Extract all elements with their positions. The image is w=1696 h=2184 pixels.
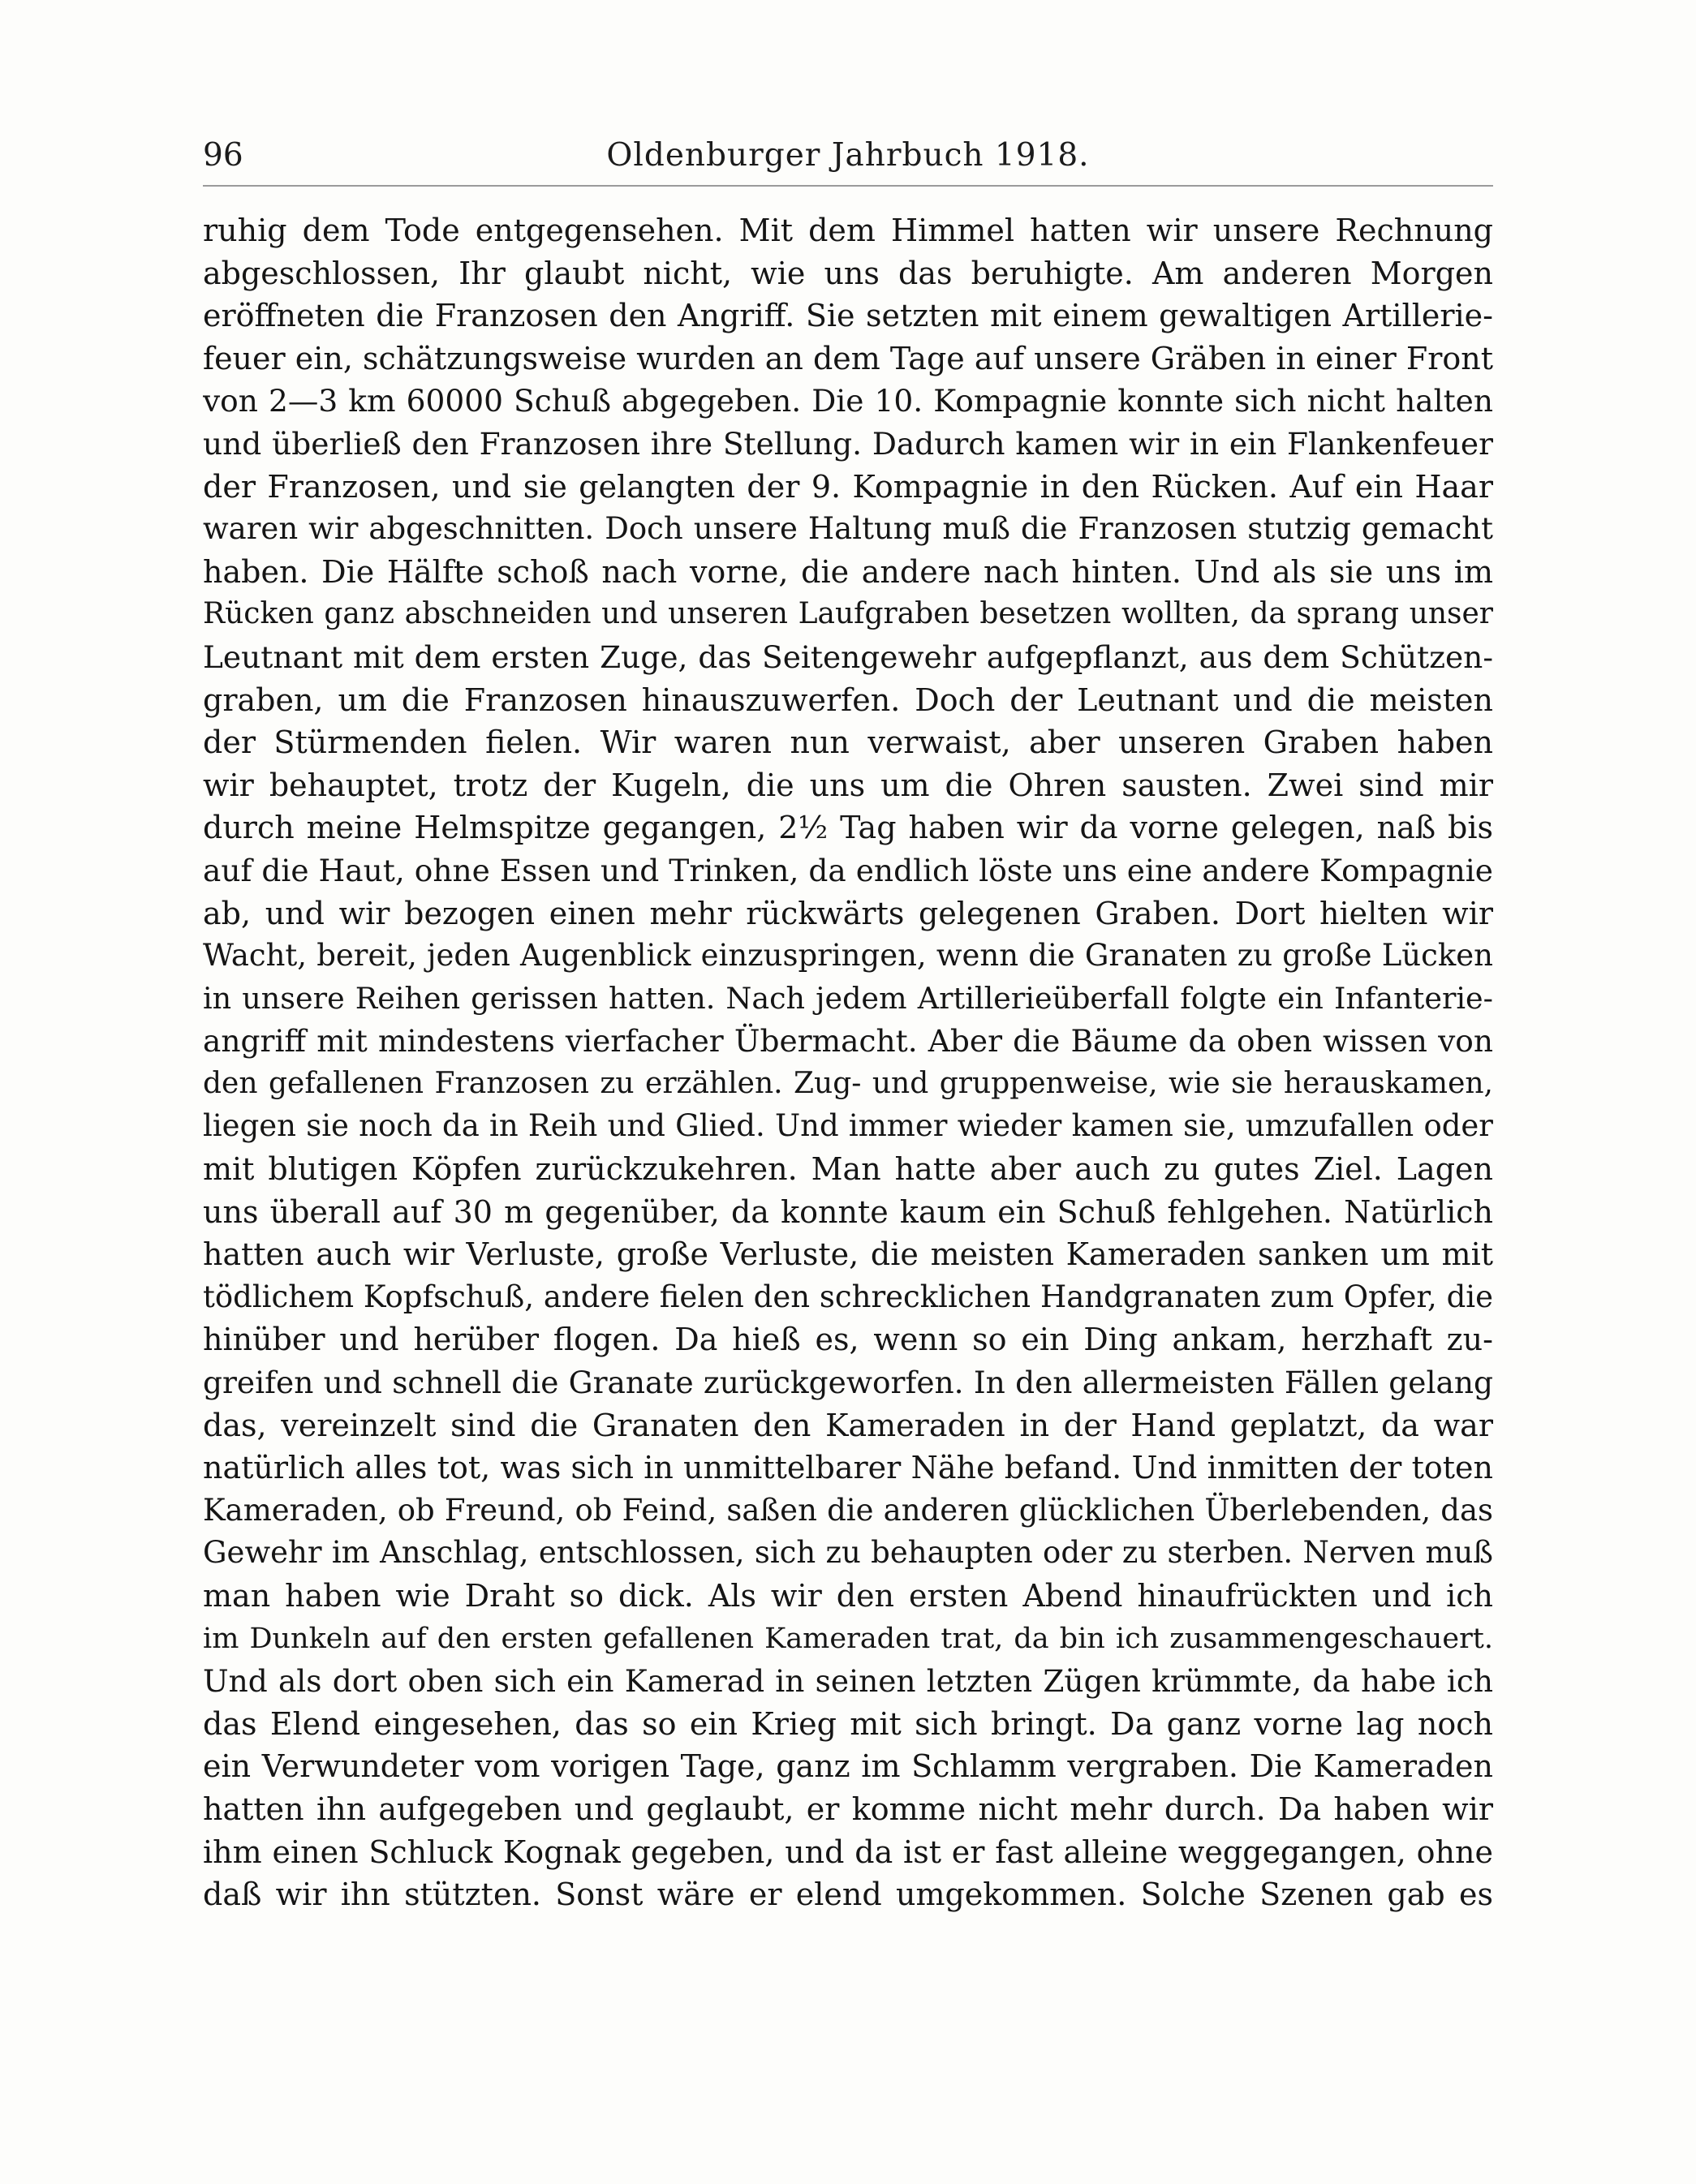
text-line: wir behauptet, trotz der Kugeln, die uns um die Ohren sausten. Zwei sind mir	[203, 767, 1493, 803]
text-line: uns überall auf 30 m gegenüber, da konnte kaum ein Schuß fehlgehen. Natürlich	[203, 1193, 1493, 1230]
text-line: durch meine Helmspitze gegangen, 2½ Tag haben wir da vorne gelegen, naß bis	[203, 810, 1493, 846]
text-line: daß wir ihn stützten. Sonst wäre er elend umgekommen. Solche Szenen gab es	[203, 1877, 1493, 1913]
text-line: im Dunkeln auf den ersten gefallenen Kameraden trat, da bin ich zusammengeschauert.	[203, 1622, 1493, 1655]
text-line: mit blutigen Köpfen zurückzukehren. Man hatte aber auch zu gutes Ziel. Lagen	[203, 1151, 1493, 1188]
text-line: den gefallenen Franzosen zu erzählen. Zug- und gruppenweise, wie sie herauskamen,	[203, 1066, 1493, 1100]
text-line: Rücken ganz abschneiden und unseren Laufgraben besetzen wollten, da sprang unser	[203, 597, 1493, 631]
text-line: der Franzosen, und sie gelangten der 9. Kompagnie in den Rücken. Auf ein Haar	[203, 468, 1493, 505]
text-line: ab, und wir bezogen einen mehr rückwärts gelegenen Graben. Dort hielten wir	[203, 895, 1493, 931]
text-line: hinüber und herüber flogen. Da hieß es, wenn so ein Ding ankam, herzhaft zu-	[203, 1322, 1493, 1358]
text-line: ruhig dem Tode entgegensehen. Mit dem Himmel hatten wir unsere Rechnung	[203, 213, 1493, 248]
text-line: Gewehr im Anschlag, entschlossen, sich zu behaupten oder zu sterben. Nerven muß	[203, 1535, 1493, 1571]
text-line: haben. Die Hälfte schoß nach vorne, die andere nach hinten. Und als sie uns im	[203, 553, 1493, 590]
page-header	[203, 131, 1493, 183]
text-line: ihm einen Schluck Kognak gegeben, und da ist er fast alleine weggegangen, ohne	[203, 1834, 1493, 1870]
text-line: angriff mit mindestens vierfacher Übermacht. Aber die Bäume da oben wissen von	[203, 1023, 1493, 1060]
text-line: auf die Haut, ohne Essen und Trinken, da endlich löste uns eine andere Kompagnie	[203, 852, 1493, 888]
body-text	[203, 209, 1493, 1916]
text-line: Leutnant mit dem ersten Zuge, das Seitengewehr aufgepflanzt, aus dem Schützen-	[203, 638, 1493, 675]
running-title: Oldenburger Jahrbuch 1918.	[606, 137, 1090, 174]
text-line: feuer ein, schätzungsweise wurden an dem Tage auf unsere Gräben in einer Front	[203, 340, 1493, 376]
text-line: und überließ den Franzosen ihre Stellung. Dadurch kamen wir in ein Flankenfeuer	[203, 425, 1493, 462]
text-line: graben, um die Franzosen hinauszuwerfen. Doch der Leutnant und die meisten	[203, 681, 1493, 718]
text-line: ein Verwundeter vom vorigen Tage, ganz im Schlamm vergraben. Die Kameraden	[203, 1748, 1493, 1785]
text-line: eröffneten die Franzosen den Angriff. Sie setzten mit einem gewaltigen Artillerie-	[203, 298, 1493, 334]
text-line: hatten ihn aufgegeben und geglaubt, er komme nicht mehr durch. Da haben wir	[203, 1791, 1493, 1827]
text-line: von 2—3 km 60000 Schuß abgegeben. Die 10. Kompagnie konnte sich nicht halten	[203, 383, 1493, 419]
text-line: waren wir abgeschnitten. Doch unsere Haltung muß die Franzosen stutzig gemacht	[203, 511, 1493, 547]
text-line: hatten auch wir Verluste, große Verluste, die meisten Kameraden sanken um mit	[203, 1236, 1493, 1273]
text-line: greifen und schnell die Granate zurückgeworfen. In den allermeisten Fällen gelang	[203, 1365, 1493, 1401]
text-line: natürlich alles tot, was sich in unmittelbarer Nähe befand. Und inmitten der toten	[203, 1450, 1493, 1486]
text-line: der Stürmenden fielen. Wir waren nun verwaist, aber unseren Graben haben	[203, 724, 1493, 761]
page-number: 96	[203, 137, 243, 174]
header-rule	[203, 185, 1493, 187]
text-line: in unsere Reihen gerissen hatten. Nach jedem Artillerieüberfall folgte ein Infanterie-	[203, 980, 1493, 1016]
text-line: liegen sie noch da in Reih und Glied. Und immer wieder kamen sie, umzufallen oder	[203, 1108, 1493, 1144]
text-line: das, vereinzelt sind die Granaten den Kameraden in der Hand geplatzt, da war	[203, 1407, 1493, 1443]
text-line: tödlichem Kopfschuß, andere fielen den schrecklichen Handgranaten zum Opfer, die	[203, 1279, 1493, 1314]
text-line: Kameraden, ob Freund, ob Feind, saßen die anderen glücklichen Überlebenden, das	[203, 1492, 1493, 1528]
text-line: Wacht, bereit, jeden Augenblick einzuspringen, wenn die Granaten zu große Lücken	[203, 938, 1493, 974]
text-line: das Elend eingesehen, das so ein Krieg mit sich bringt. Da ganz vorne lag noch	[203, 1705, 1493, 1742]
text-line: abgeschlossen, Ihr glaubt nicht, wie uns das beruhigte. Am anderen Morgen	[203, 255, 1493, 291]
text-line: man haben wie Draht so dick. Als wir den ersten Abend hinaufrückten und ich	[203, 1578, 1493, 1614]
text-line: Und als dort oben sich ein Kamerad in seinen letzten Zügen krümmte, da habe ich	[203, 1663, 1493, 1700]
